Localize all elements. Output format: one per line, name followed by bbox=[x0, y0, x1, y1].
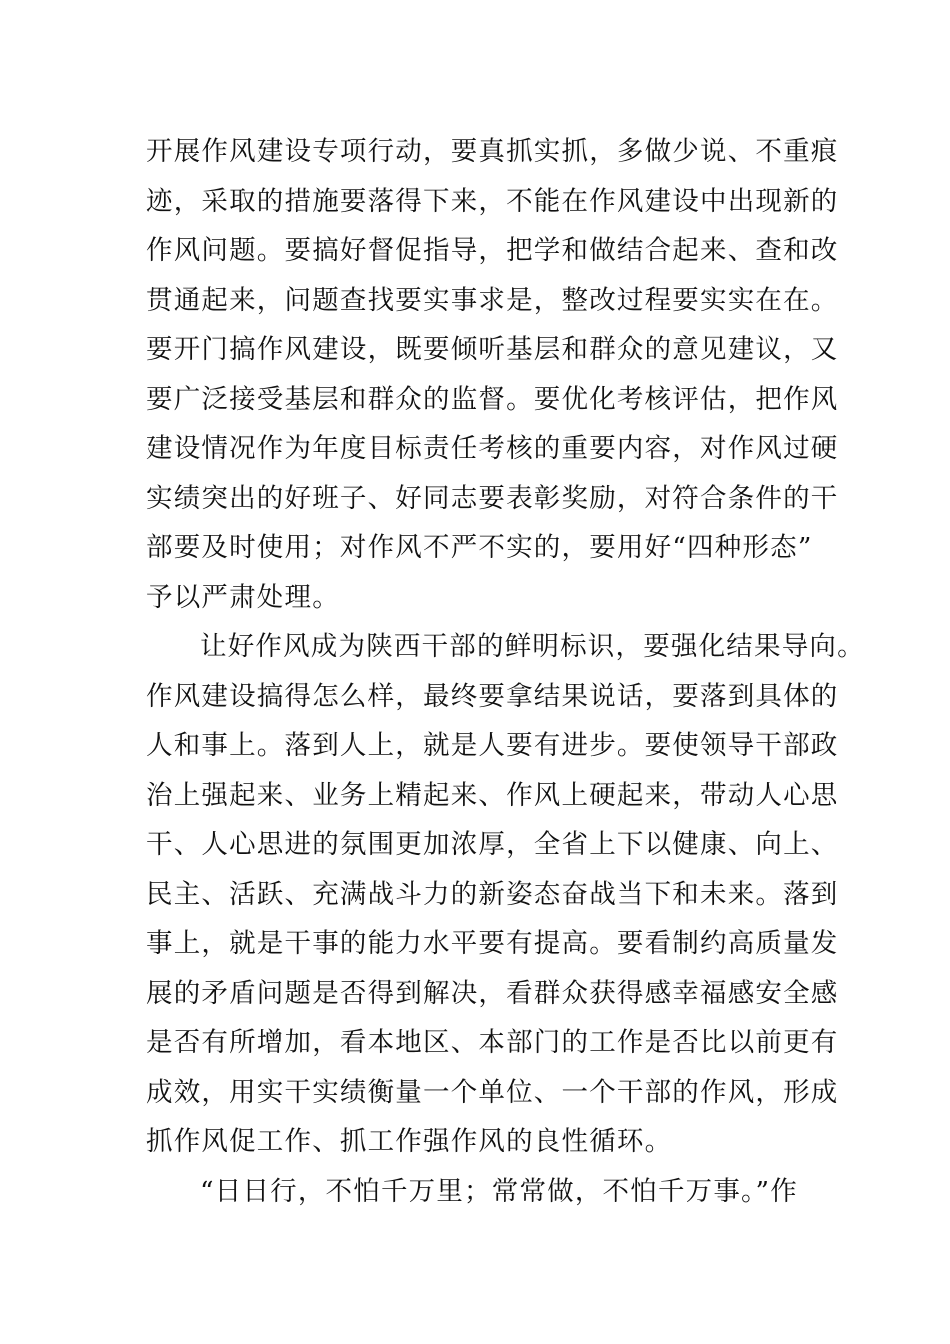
paragraph-first-line: “日日行，不怕千万里；常常做，不怕千万事。”作 bbox=[200, 1175, 798, 1207]
text-line: 民主、活跃、充满战斗力的新姿态奋战当下和未来。落到 bbox=[146, 878, 839, 910]
text-line: 予以严肃处理。 bbox=[146, 581, 340, 613]
text-line: 作风建设搞得怎么样，最终要拿结果说话，要落到具体的 bbox=[146, 680, 839, 712]
text-line: 干、人心思进的氛围更加浓厚，全省上下以健康、向上、 bbox=[146, 829, 839, 860]
text-line: 迹，采取的措施要落得下来，不能在作风建设中出现新的 bbox=[146, 185, 839, 217]
text-line: 展的矛盾问题是否得到解决，看群众获得感幸福感安全感 bbox=[146, 977, 839, 1009]
text-line: 治上强起来、业务上精起来、作风上硬起来，带动人心思 bbox=[146, 779, 839, 811]
text-line: 贯通起来，问题查找要实事求是，整改过程要实实在在。 bbox=[146, 284, 839, 316]
text-line: 要广泛接受基层和群众的监督。要优化考核评估，把作风 bbox=[146, 383, 839, 415]
text-line: 作风问题。要搞好督促指导，把学和做结合起来、查和改 bbox=[146, 235, 839, 266]
text-line: 人和事上。落到人上，就是人要有进步。要使领导干部政 bbox=[146, 730, 839, 761]
text-line: 是否有所增加，看本地区、本部门的工作是否比以前更有 bbox=[146, 1027, 839, 1058]
text-line: 抓作风促工作、抓工作强作风的良性循环。 bbox=[146, 1126, 673, 1157]
text-line: 建设情况作为年度目标责任考核的重要内容，对作风过硬 bbox=[146, 433, 839, 464]
text-line: 要开门搞作风建设，既要倾听基层和群众的意见建议，又 bbox=[146, 334, 839, 365]
text-line: 开展作风建设专项行动，要真抓实抓，多做少说、不重痕 bbox=[146, 136, 839, 167]
text-line: 部要及时使用；对作风不严不实的，要用好“四种形态” bbox=[146, 532, 813, 563]
text-line: 成效，用实干实绩衡量一个单位、一个干部的作风，形成 bbox=[146, 1076, 839, 1108]
document-body bbox=[146, 127, 865, 1216]
text-line: 实绩突出的好班子、好同志要表彰奖励，对符合条件的干 bbox=[146, 482, 839, 514]
paragraph-first-line: 让好作风成为陕西干部的鲜明标识，要强化结果导向。 bbox=[200, 631, 865, 662]
text-line: 事上，就是干事的能力水平要有提高。要看制约高质量发 bbox=[146, 928, 839, 959]
